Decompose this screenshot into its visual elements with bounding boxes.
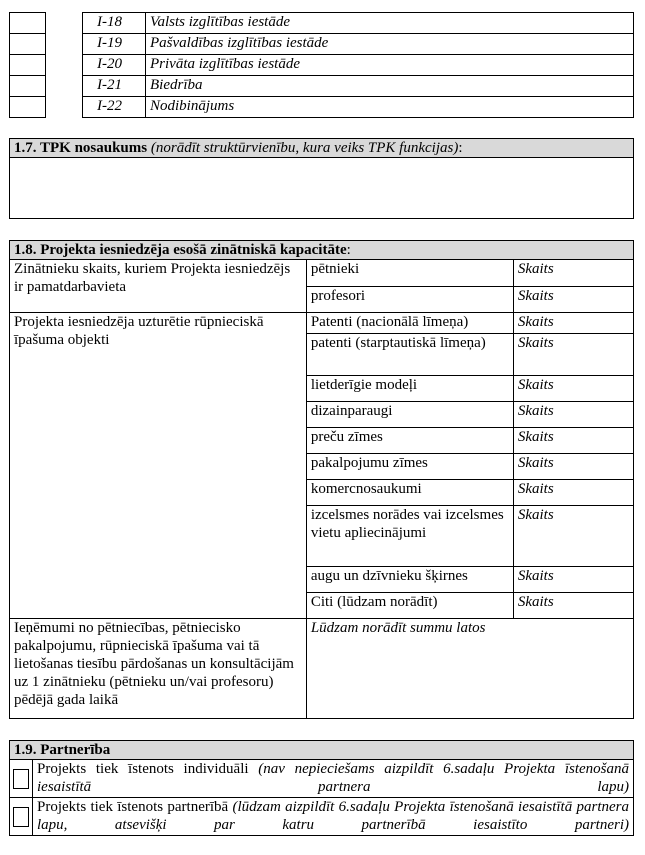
code-value: I-22 xyxy=(83,97,146,118)
row-label: augu un dzīvnieku šķirnes xyxy=(306,567,513,593)
code-row xyxy=(10,34,634,55)
row-label: preču zīmes xyxy=(306,428,513,454)
count-field[interactable]: Skaits xyxy=(513,506,633,567)
code-row xyxy=(10,97,634,118)
partnership-title: 1.9. Partnerība xyxy=(10,741,634,760)
row-label: izcelsmes norādes vai izcelsmes vietu apliecinājumi xyxy=(306,506,513,567)
code-row xyxy=(10,13,634,34)
code-checkbox-cell[interactable] xyxy=(10,13,46,34)
code-checkbox-cell[interactable] xyxy=(10,97,46,118)
partnership-checkbox[interactable] xyxy=(13,807,29,827)
tpk-title: 1.7. TPK nosaukums xyxy=(14,140,148,156)
count-field[interactable]: Skaits xyxy=(513,287,633,313)
count-field[interactable]: Skaits xyxy=(513,454,633,480)
count-field[interactable]: Skaits xyxy=(513,480,633,506)
count-field[interactable]: Skaits xyxy=(513,567,633,593)
partnership-option: Projekts tiek īstenots partnerībā (lūdzam aizpildīt 6.sadaļu Projekta īstenošanā iesaistītā partnera lapu, atsevišķi par katru partnerībā iesaistīto partneri) xyxy=(33,798,634,836)
code-label: Pašvaldības izglītības iestāde xyxy=(146,34,634,55)
code-row xyxy=(10,76,634,97)
code-label: Valsts izglītības iestāde xyxy=(146,13,634,34)
row-label: lietderīgie modeļi xyxy=(306,376,513,402)
count-field[interactable]: Skaits xyxy=(513,402,633,428)
income-label: Ieņēmumi no pētniecības, pētniecisko pakalpojumu, rūpnieciskā īpašuma vai tā lietošanas tiesību pārdošanas un konsultācijām uz 1 zinātnieku (pētnieku un/vai profesoru) pēdējā gada laikā xyxy=(10,619,307,719)
row-label: komercnosaukumi xyxy=(306,480,513,506)
code-value: I-21 xyxy=(83,76,146,97)
individual-checkbox[interactable] xyxy=(13,769,29,789)
row-label: profesori xyxy=(306,287,513,313)
capacity-header: 1.8. Projekta iesniedzēja esošā zinātniskā kapacitāte: xyxy=(10,241,634,260)
row-label: Citi (lūdzam norādīt) xyxy=(306,593,513,619)
capacity-title: 1.8. Projekta iesniedzēja esošā zinātniskā kapacitāte xyxy=(14,242,347,258)
code-checkbox-cell[interactable] xyxy=(10,55,46,76)
count-field[interactable]: Skaits xyxy=(513,376,633,402)
row-label: pakalpojumu zīmes xyxy=(306,454,513,480)
organization-code-table xyxy=(9,12,634,118)
code-checkbox-cell[interactable] xyxy=(10,76,46,97)
tpk-note: (norādīt struktūrvienību, kura veiks TPK funkcijas) xyxy=(150,140,459,156)
code-row xyxy=(10,55,634,76)
capacity-section xyxy=(9,240,634,719)
code-value: I-18 xyxy=(83,13,146,34)
code-label: Biedrība xyxy=(146,76,634,97)
tpk-section xyxy=(9,138,634,219)
code-label: Privāta izglītības iestāde xyxy=(146,55,634,76)
tpk-input-area[interactable] xyxy=(10,158,634,219)
code-checkbox-cell[interactable] xyxy=(10,34,46,55)
income-field[interactable]: Lūdzam norādīt summu latos xyxy=(306,619,633,719)
row-label: pētnieki xyxy=(306,260,513,287)
count-field[interactable]: Skaits xyxy=(513,334,633,376)
count-field[interactable]: Skaits xyxy=(513,313,633,334)
partnership-section xyxy=(9,740,634,836)
count-field[interactable]: Skaits xyxy=(513,260,633,287)
row-label: dizainparaugi xyxy=(306,402,513,428)
row-label: patenti (starptautiskā līmeņa) xyxy=(306,334,513,376)
ip-objects-label: Projekta iesniedzēja uzturētie rūpnieciskā īpašuma objekti xyxy=(10,313,307,619)
row-label: Patenti (nacionālā līmeņa) xyxy=(306,313,513,334)
scientists-label: Zinātnieku skaits, kuriem Projekta iesniedzējs ir pamatdarbavieta xyxy=(10,260,307,313)
code-value: I-20 xyxy=(83,55,146,76)
partnership-option: Projekts tiek īstenots individuāli (nav nepieciešams aizpildīt 6.sadaļu Projekta īstenošanā iesaistītā partnera lapu) xyxy=(33,760,634,798)
count-field[interactable]: Skaits xyxy=(513,428,633,454)
code-label: Nodibinājums xyxy=(146,97,634,118)
count-field[interactable]: Skaits xyxy=(513,593,633,619)
tpk-header: 1.7. TPK nosaukums (norādīt struktūrvienību, kura veiks TPK funkcijas): xyxy=(10,139,634,158)
code-value: I-19 xyxy=(83,34,146,55)
